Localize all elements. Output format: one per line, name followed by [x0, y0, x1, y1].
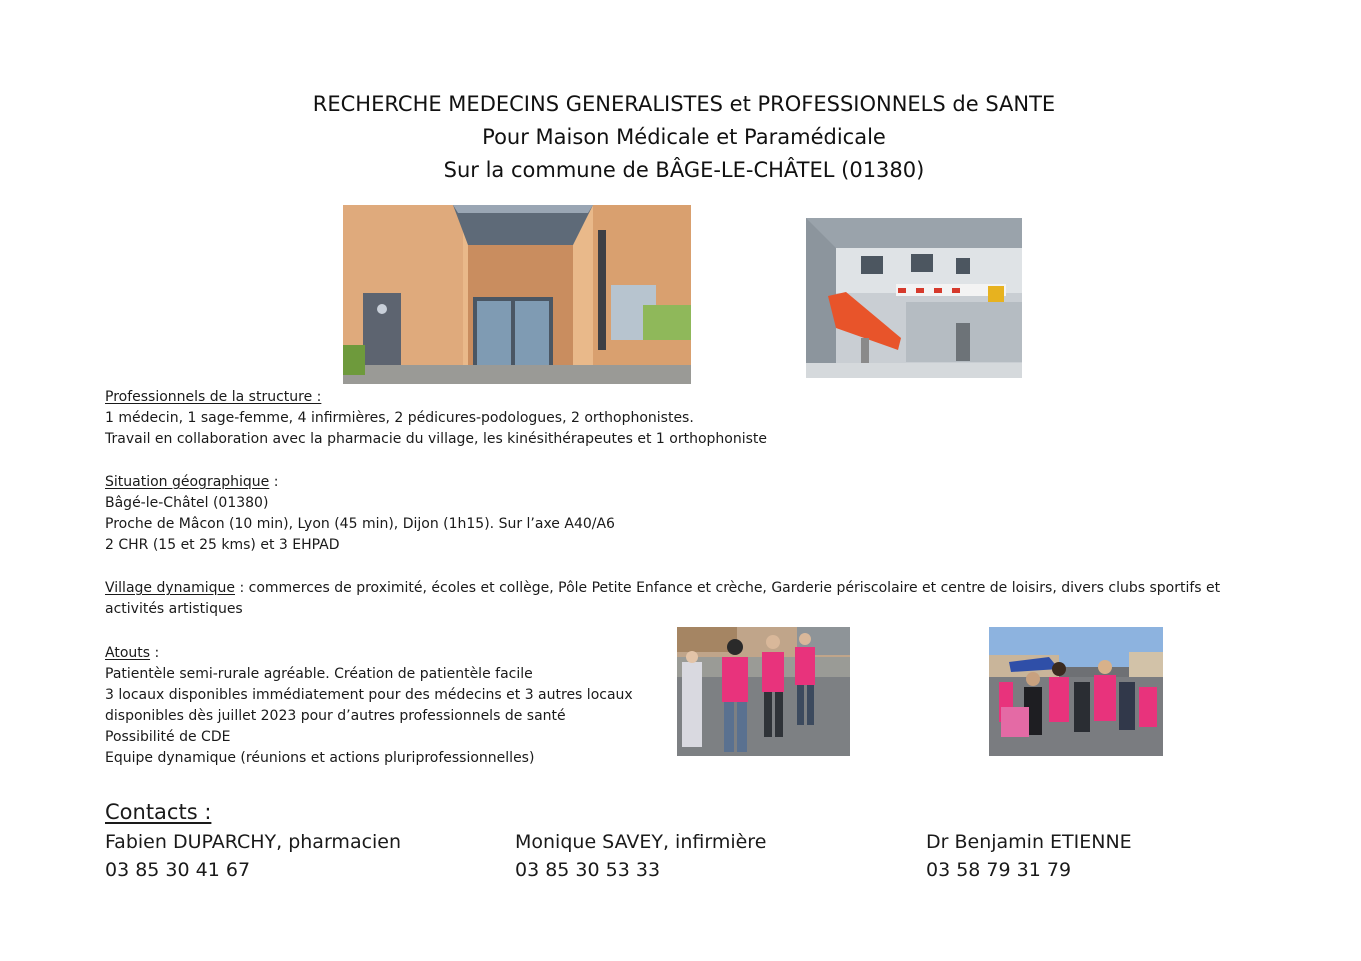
exam-room-photo	[806, 218, 1022, 378]
section-professionnels	[105, 387, 767, 450]
atouts-line-1: Patientèle semi-rurale agréable. Création de patientèle facile	[105, 666, 533, 682]
situation-line-3: 2 CHR (15 et 25 kms) et 3 EHPAD	[105, 537, 340, 553]
section-situation	[105, 472, 615, 556]
contact-3-phone: 03 58 79 31 79	[926, 859, 1072, 881]
title-line-3: Sur la commune de BÂGE-LE-CHÂTEL (01380)	[443, 158, 925, 182]
section-atouts	[105, 643, 633, 769]
atouts-line-3: disponibles dès juillet 2023 pour d’autres professionnels de santé	[105, 708, 566, 724]
situation-heading: Situation géographique	[105, 474, 270, 490]
title-line-1: RECHERCHE MEDECINS GENERALISTES et PROFESSIONNELS de SANTE	[312, 92, 1056, 116]
atouts-line-5: Equipe dynamique (réunions et actions pluriprofessionnelles)	[105, 750, 535, 766]
contact-1-name: Fabien DUPARCHY, pharmacien	[105, 831, 402, 853]
atouts-heading-suffix: :	[150, 645, 160, 661]
title-line-2: Pour Maison Médicale et Paramédicale	[482, 125, 886, 149]
atouts-heading: Atouts	[105, 645, 151, 661]
section-village	[105, 578, 1267, 620]
village-heading: Village dynamique	[105, 580, 235, 596]
page-title	[0, 88, 1361, 187]
contact-2	[515, 828, 766, 884]
contact-3-name: Dr Benjamin ETIENNE	[926, 831, 1132, 853]
contact-2-name: Monique SAVEY, infirmière	[515, 831, 767, 853]
atouts-line-2: 3 locaux disponibles immédiatement pour des médecins et 3 autres locaux	[105, 687, 633, 703]
professionnels-line-1: 1 médecin, 1 sage-femme, 4 infirmières, 2 pédicures-podologues, 2 orthophonistes.	[105, 410, 694, 426]
village-text: : commerces de proximité, écoles et collège, Pôle Petite Enfance et crèche, Garderie périscolaire et centre de loisirs, divers clubs sportifs et activités artistiques	[105, 580, 1221, 617]
situation-heading-suffix: :	[269, 474, 279, 490]
team-event-photo-2	[989, 627, 1163, 756]
atouts-line-4: Possibilité de CDE	[105, 729, 231, 745]
situation-line-2: Proche de Mâcon (10 min), Lyon (45 min), Dijon (1h15). Sur l’axe A40/A6	[105, 516, 615, 532]
building-entrance-photo	[343, 205, 691, 384]
professionnels-line-2: Travail en collaboration avec la pharmacie du village, les kinésithérapeutes et 1 orthophoniste	[105, 431, 768, 447]
professionnels-heading: Professionnels de la structure :	[105, 389, 322, 405]
situation-line-1: Bâgé-le-Châtel (01380)	[105, 495, 269, 511]
contact-3	[926, 828, 1132, 884]
contact-1	[105, 828, 401, 884]
contact-2-phone: 03 85 30 53 33	[515, 859, 661, 881]
team-event-photo-1	[677, 627, 850, 756]
contacts-heading: Contacts :	[105, 800, 212, 824]
contact-1-phone: 03 85 30 41 67	[105, 859, 251, 881]
